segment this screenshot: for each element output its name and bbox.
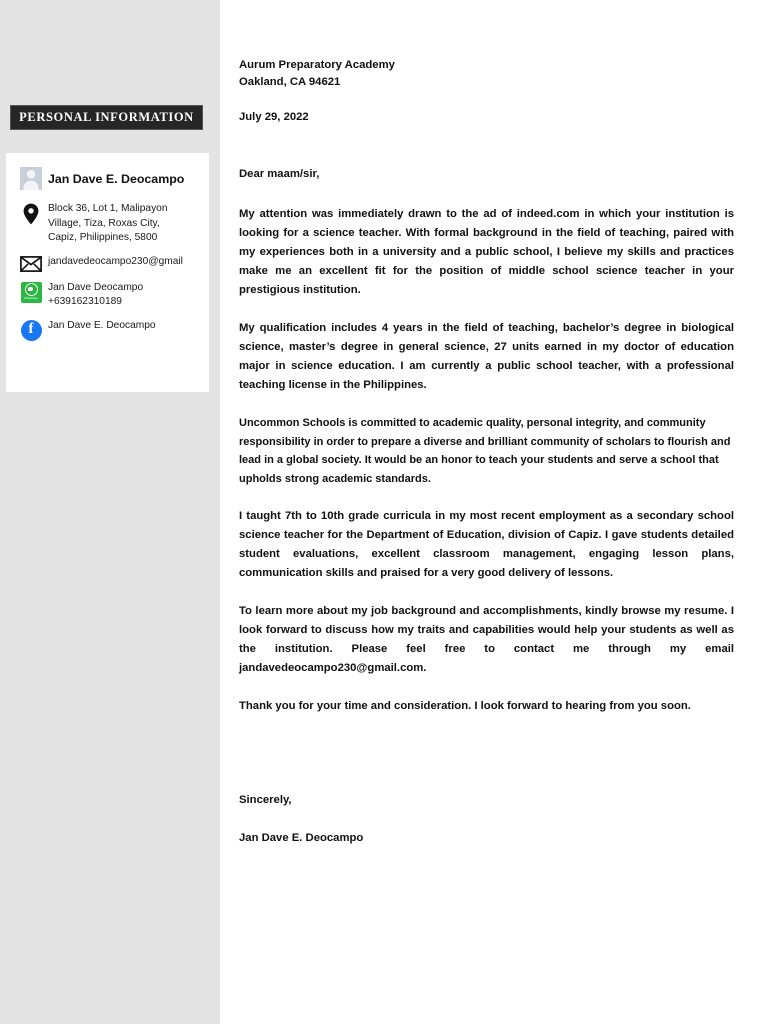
letter-date: July 29, 2022 [239,111,309,123]
whatsapp-icon [21,282,42,303]
facebook-icon: f [21,320,42,341]
personal-information-banner [10,105,203,130]
contact-row-whatsapp [14,281,201,310]
letter-body [239,0,734,1024]
personal-information-sidebar [0,0,220,1024]
contact-row-address [14,202,201,246]
whatsapp-number[interactable]: +639162310189 [48,296,122,307]
letter-paragraph: Thank you for your time and consideration. I look forward to hearing from you soon. [239,700,691,712]
address-line-2: Village, Tiza, Roxas City, [48,217,160,229]
contact-facebook[interactable]: Jan Dave E. Deocampo [48,319,156,331]
whatsapp-phone-glyph [25,283,38,296]
facebook-icon-cell [14,319,48,341]
recipient-line-2: Oakland, CA 94621 [239,75,341,88]
email-icon-cell [14,255,48,272]
avatar [14,167,48,190]
letter-signoff [239,792,734,846]
person-avatar-icon [20,167,42,190]
location-pin-icon [23,203,39,225]
contact-name: Jan Dave E. Deocampo [48,171,185,186]
letter-paragraph: My qualification includes 4 years in the field of teaching, bachelor’s degree in biological science, master’s degree in general science, 27 units earned in my doctor of education major in science education. I am currently a public school teacher, with a professional teaching license in the Philippines. [239,322,734,391]
contact-info-card [6,153,209,392]
letter-signature-name: Jan Dave E. Deocampo [239,832,364,844]
contact-whatsapp [48,281,201,310]
letter-salutation: Dear maam/sir, [239,168,320,180]
letter-paragraph: To learn more about my job background and accomplishments, kindly browse my resume. I look forward to discuss how my traits and capabilities would help your students as well as the institution. Please feel free to contact me through my email jandavedeocampo230@gmail.com. [239,605,734,674]
whatsapp-icon-cell [14,281,48,303]
address-icon-cell [14,202,48,225]
letter-paragraphs [239,205,734,716]
address-line-1: Block 36, Lot 1, Malipayon [48,203,168,214]
recipient-address [239,57,395,90]
contact-email[interactable]: jandavedeocampo230@gmail [48,255,183,267]
letter-paragraph: I taught 7th to 10th grade curricula in my most recent employment as a secondary school science teacher for the Department of Education, division of Capiz. I gave students detailed student evaluations, excellent classroom management, engaging lesson plans, communication skills and praised for a very good delivery of lessons. [239,510,734,579]
address-line-3: Capiz, Philippines, 5800 [48,232,158,243]
personal-information-banner-label: PERSONAL INFORMATION [19,110,194,124]
letter-paragraph: My attention was immediately drawn to the ad of indeed.com in which your institution is looking for a science teacher. With formal background in the field of teaching, paired with my experiences both in a university and a public school, I believe my skills and practices make me an excellent fit for the position of middle school science teacher in your prestigious institution. [239,208,734,296]
whatsapp-name: Jan Dave Deocampo [48,281,144,293]
contact-row-name [14,167,201,190]
contact-row-email [14,255,201,272]
recipient-line-1: Aurum Preparatory Academy [239,59,395,71]
letter-paragraph: Uncommon Schools is committed to academic quality, personal integrity, and community responsibility in order to prepare a diverse and brilliant community of scholars to flourish and lead in a global society. It would be an honor to teach your students and serve a school that upholds strong academic standards. [239,417,731,485]
letter-closing: Sincerely, [239,794,292,806]
contact-row-facebook [14,319,201,341]
envelope-icon [20,256,42,272]
contact-address [48,202,201,246]
whatsapp-badge-label: WhatsApp [24,295,38,300]
